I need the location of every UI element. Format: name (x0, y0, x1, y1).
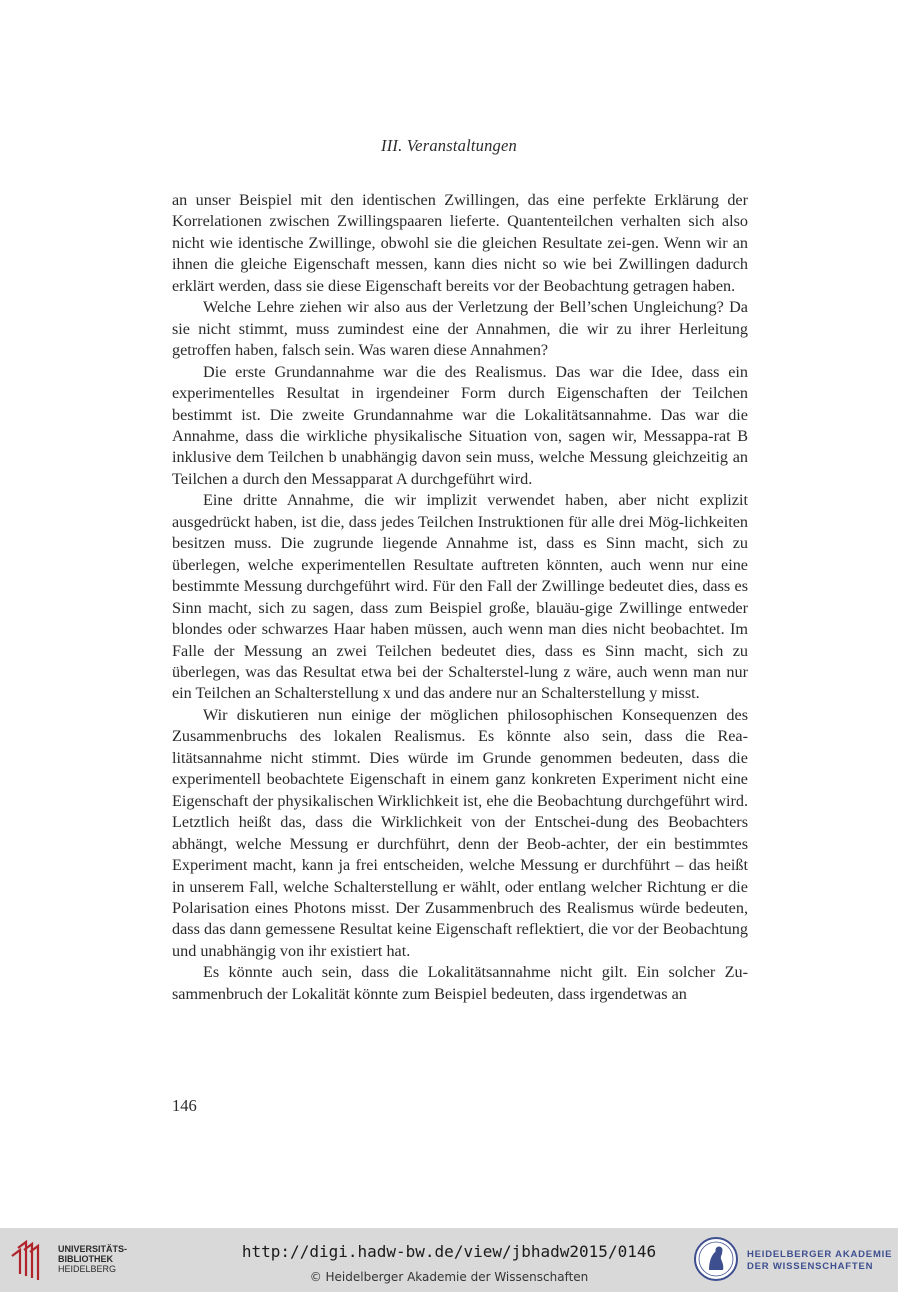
copyright-notice: © Heidelberger Akademie der Wissenschaften (309, 1270, 589, 1284)
hadw-seal-icon (693, 1234, 739, 1284)
paragraph: Die erste Grundannahme war die des Realismus. Das war die Idee, dass ein experimentelles Resultat in irgendeiner Form durch Eigenschaften der Teilchen bestimmt ist. Die zweite Grundannahme war die Lokalitätsannahme. Das war die Annahme, dass die wirkliche physikalische Situation von, sagen wir, Messappa-rat B inklusive dem Teilchen b unabhängig davon sein muss, welche Messung gleichzeitig an Teilchen a durch den Messapparat A durchgeführt wird. (172, 362, 748, 488)
body-text (172, 190, 748, 1005)
footer-bar (0, 1228, 898, 1292)
page-number: 146 (172, 1096, 197, 1115)
paragraph: an unser Beispiel mit den identischen Zwillingen, das eine perfekte Erklärung der Korrelationen zwischen Zwillingspaaren lieferte. Quantenteilchen verhalten sich also nicht wie identische Zwillinge, obwohl sie die gleichen Resultate zei-gen. Wenn wir an ihnen die gleiche Eigenschaft messen, kann dies nicht so wie bei Zwillingen dadurch erklärt werden, dass sie diese Eigenschaft bereits vor der Beobachtung getragen haben. (172, 191, 748, 295)
running-header: III. Veranstaltungen (381, 136, 517, 155)
hadw-logo[interactable] (693, 1234, 893, 1286)
permalink-url[interactable]: http://digi.hadw-bw.de/view/jbhadw2015/0146 (241, 1242, 657, 1261)
paragraph: Eine dritte Annahme, die wir implizit verwendet haben, aber nicht explizit ausgedrückt haben, ist die, dass jedes Teilchen Instruktionen für alle drei Mög-lichkeiten besitzen muss. Die zugrunde liegende Annahme ist, dass es Sinn macht, sich zu überlegen, welche experimentellen Resultate auftreten könnten, auch wenn nur eine bestimmte Messung durchgeführt wird. Für den Fall der Zwillinge bedeutet dies, dass es Sinn macht, sich zu sagen, dass zum Beispiel große, blauäu-gige Zwillinge entweder blondes oder schwarzes Haar haben müssen, auch wenn man dies nicht beobachtet. Im Falle der Messung an zwei Teilchen bedeutet dies, dass es Sinn macht, sich zu überlegen, was das Resultat etwa bei der Schalterstel-lung z wäre, auch wenn man nur ein Teilchen an Schalterstellung x und das andere nur an Schalterstellung y misst. (172, 491, 748, 703)
paragraph: Wir diskutieren nun einige der möglichen philosophischen Konsequenzen des Zusammenbruchs des lokalen Realismus. Es könnte also sein, dass die Rea-litätsannahme nicht stimmt. Dies würde im Grunde genommen bedeuten, dass die experimentell beobachtete Eigenschaft in einem ganz konkreten Experiment nicht eine Eigenschaft der physikalischen Wirklichkeit ist, ehe die Beobachtung durchgeführt wird. Letztlich heißt das, dass die Wirklichkeit von der Entschei-dung des Beobachters abhängt, welche Messung er durchführt, denn der Beob-achter, der ein bestimmtes Experiment macht, kann ja frei entscheiden, welche Messung er durchführt – das heißt in unserem Fall, welche Schalterstellung er wählt, oder entlang welcher Richtung er die Polarisation eines Photons misst. Der Zusammenbruch des Realismus würde bedeuten, dass das dann gemessene Resultat keine Eigenschaft reflektiert, die vor der Beobachtung und unabhängig von ihr existiert hat. (172, 705, 748, 960)
paragraph: Es könnte auch sein, dass die Lokalitätsannahme nicht gilt. Ein solcher Zu-sammenbruch der Lokalität könnte zum Beispiel bedeuten, dass irgendetwas an (172, 963, 748, 1003)
ub-logo-text: UNIVERSITÄTS- BIBLIOTHEK HEIDELBERG (58, 1244, 128, 1274)
hadw-logo-text: HEIDELBERGER AKADEMIE DER WISSENSCHAFTEN (747, 1249, 893, 1272)
paragraph: Welche Lehre ziehen wir also aus der Verletzung der Bell’schen Ungleichung? Da sie nicht stimmt, muss zumindest eine der Annahmen, die wir zu ihrer Herleitung getroffen haben, falsch sein. Was waren diese Annahmen? (172, 298, 748, 360)
